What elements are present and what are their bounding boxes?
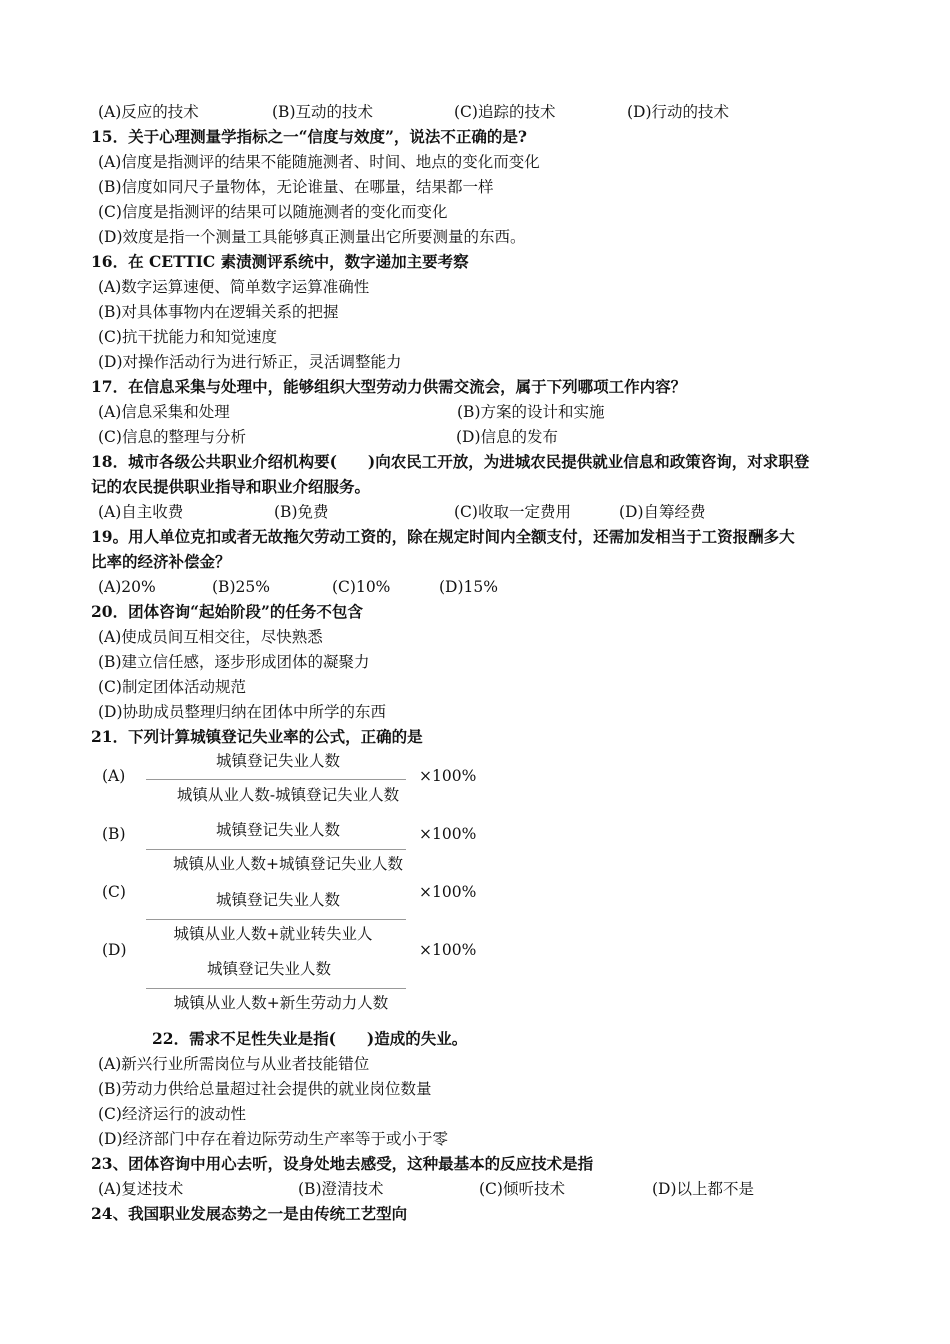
q18-option-a: (A)自主收费 bbox=[98, 503, 184, 521]
q21-denominator-b: 城镇从业人数+城镇登记失业人数 bbox=[173, 855, 403, 873]
q16-stem: 16．在 CETTIC 素渍测评系统中，数字递加主要考察 bbox=[91, 252, 469, 271]
q16-option-d: (D)对操作活动行为进行矫正，灵活调整能力 bbox=[98, 353, 402, 371]
q21-numerator-c: 城镇登记失业人数 bbox=[215, 891, 340, 909]
q19-stem-line2: 比率的经济补偿金？ bbox=[91, 552, 231, 571]
q21-fraction-bar-c bbox=[146, 919, 406, 920]
q22-option-d: (D)经济部门中存在着边际劳动生产率等于或小于零 bbox=[98, 1130, 449, 1148]
q23-option-c: (C)倾听技术 bbox=[479, 1180, 565, 1198]
q21-multiplier-d: ×100% bbox=[419, 941, 477, 959]
q22-option-a: (A)新兴行业所需岗位与从业者技能错位 bbox=[98, 1055, 370, 1073]
q21-numerator-d: 城镇登记失业人数 bbox=[206, 960, 331, 978]
q19-option-b: (B)25% bbox=[212, 578, 270, 596]
q15-option-d: (D)效度是指一个测量工具能够真正测量出它所要测量的东西。 bbox=[98, 228, 526, 246]
q21-denominator-d: 城镇从业人数+新生劳动力人数 bbox=[173, 994, 389, 1012]
q21-numerator-b: 城镇登记失业人数 bbox=[215, 821, 340, 839]
q21-numerator-a: 城镇登记失业人数 bbox=[215, 752, 340, 770]
q19-stem-line1: 19。用人单位克扣或者无故拖欠劳动工资的，除在规定时间内全额支付，还需加发相当于工资报酬多大 bbox=[91, 527, 795, 546]
q21-fraction-bar-b bbox=[146, 849, 406, 850]
q21-denominator-a: 城镇从业人数-城镇登记失业人数 bbox=[176, 786, 400, 804]
q22-stem: 22．需求不足性失业是指( )造成的失业。 bbox=[152, 1029, 468, 1048]
q21-multiplier-b: ×100% bbox=[419, 825, 477, 843]
q14-option-b: (B)互动的技术 bbox=[272, 103, 373, 121]
q17-option-a: (A)信息采集和处理 bbox=[98, 403, 230, 421]
q21-label-c: (C) bbox=[102, 883, 126, 901]
q21-label-a: (A) bbox=[102, 767, 126, 785]
q17-stem: 17．在信息采集与处理中，能够组织大型劳动力供需交流会，属于下列哪项工作内容？ bbox=[91, 377, 687, 396]
q18-stem-line1: 18．城市各级公共职业介绍机构要( )向农民工开放，为进城农民提供就业信息和政策咨询，对求职登 bbox=[91, 452, 810, 471]
q21-denominator-c: 城镇从业人数+就业转失业人 bbox=[173, 925, 373, 943]
q15-stem: 15．关于心理测量学指标之一“信度与效度”，说法不正确的是? bbox=[91, 127, 527, 146]
q17-option-d: (D)信息的发布 bbox=[456, 428, 559, 446]
q18-option-c: (C)收取一定费用 bbox=[454, 503, 571, 521]
q21-label-d: (D) bbox=[102, 941, 127, 959]
q18-stem-line2: 记的农民提供职业指导和职业介绍服务。 bbox=[91, 477, 371, 496]
q21-fraction-bar-a bbox=[146, 779, 406, 780]
q24-stem: 24、我国职业发展态势之一是由传统工艺型向 bbox=[91, 1204, 408, 1223]
q18-option-b: (B)免费 bbox=[274, 503, 329, 521]
q23-option-a: (A)复述技术 bbox=[98, 1180, 184, 1198]
q20-option-c: (C)制定团体活动规范 bbox=[98, 678, 246, 696]
q18-option-d: (D)自筹经费 bbox=[619, 503, 706, 521]
q16-option-c: (C)抗干扰能力和知觉速度 bbox=[98, 328, 277, 346]
q19-option-c: (C)10% bbox=[332, 578, 391, 596]
q16-option-a: (A)数字运算速便、简单数字运算准确性 bbox=[98, 278, 370, 296]
q15-option-a: (A)信度是指测评的结果不能随施测者、时间、地点的变化而变化 bbox=[98, 153, 540, 171]
q21-fraction-bar-d bbox=[146, 988, 406, 989]
q20-option-a: (A)使成员间互相交往，尽快熟悉 bbox=[98, 628, 323, 646]
q17-option-b: (B)方案的设计和实施 bbox=[457, 403, 605, 421]
q14-option-d: (D)行动的技术 bbox=[627, 103, 730, 121]
q19-option-d: (D)15% bbox=[439, 578, 498, 596]
q21-multiplier-a: ×100% bbox=[419, 767, 477, 785]
q20-option-d: (D)协助成员整理归纳在团体中所学的东西 bbox=[98, 703, 387, 721]
q22-option-b: (B)劳动力供给总量超过社会提供的就业岗位数量 bbox=[98, 1080, 432, 1098]
q20-option-b: (B)建立信任感，逐步形成团体的凝聚力 bbox=[98, 653, 370, 671]
q20-stem: 20．团体咨询“起始阶段”的任务不包含 bbox=[91, 602, 363, 621]
q14-option-a: (A)反应的技术 bbox=[98, 103, 199, 121]
q21-multiplier-c: ×100% bbox=[419, 883, 477, 901]
q23-option-d: (D)以上都不是 bbox=[652, 1180, 755, 1198]
q17-option-c: (C)信息的整理与分析 bbox=[98, 428, 246, 446]
q21-stem: 21．下列计算城镇登记失业率的公式，正确的是 bbox=[91, 727, 423, 746]
q19-option-a: (A)20% bbox=[98, 578, 156, 596]
q22-option-c: (C)经济运行的波动性 bbox=[98, 1105, 246, 1123]
q14-option-c: (C)追踪的技术 bbox=[454, 103, 556, 121]
q16-option-b: (B)对具体事物内在逻辑关系的把握 bbox=[98, 303, 339, 321]
q23-option-b: (B)澄清技术 bbox=[298, 1180, 384, 1198]
q23-stem: 23、团体咨询中用心去听，设身处地去感受，这种最基本的反应技术是指 bbox=[91, 1154, 594, 1173]
q21-label-b: (B) bbox=[102, 825, 126, 843]
q15-option-b: (B)信度如同尺子量物体，无论谁量、在哪量，结果都一样 bbox=[98, 178, 494, 196]
q15-option-c: (C)信度是指测评的结果可以随施测者的变化而变化 bbox=[98, 203, 448, 221]
